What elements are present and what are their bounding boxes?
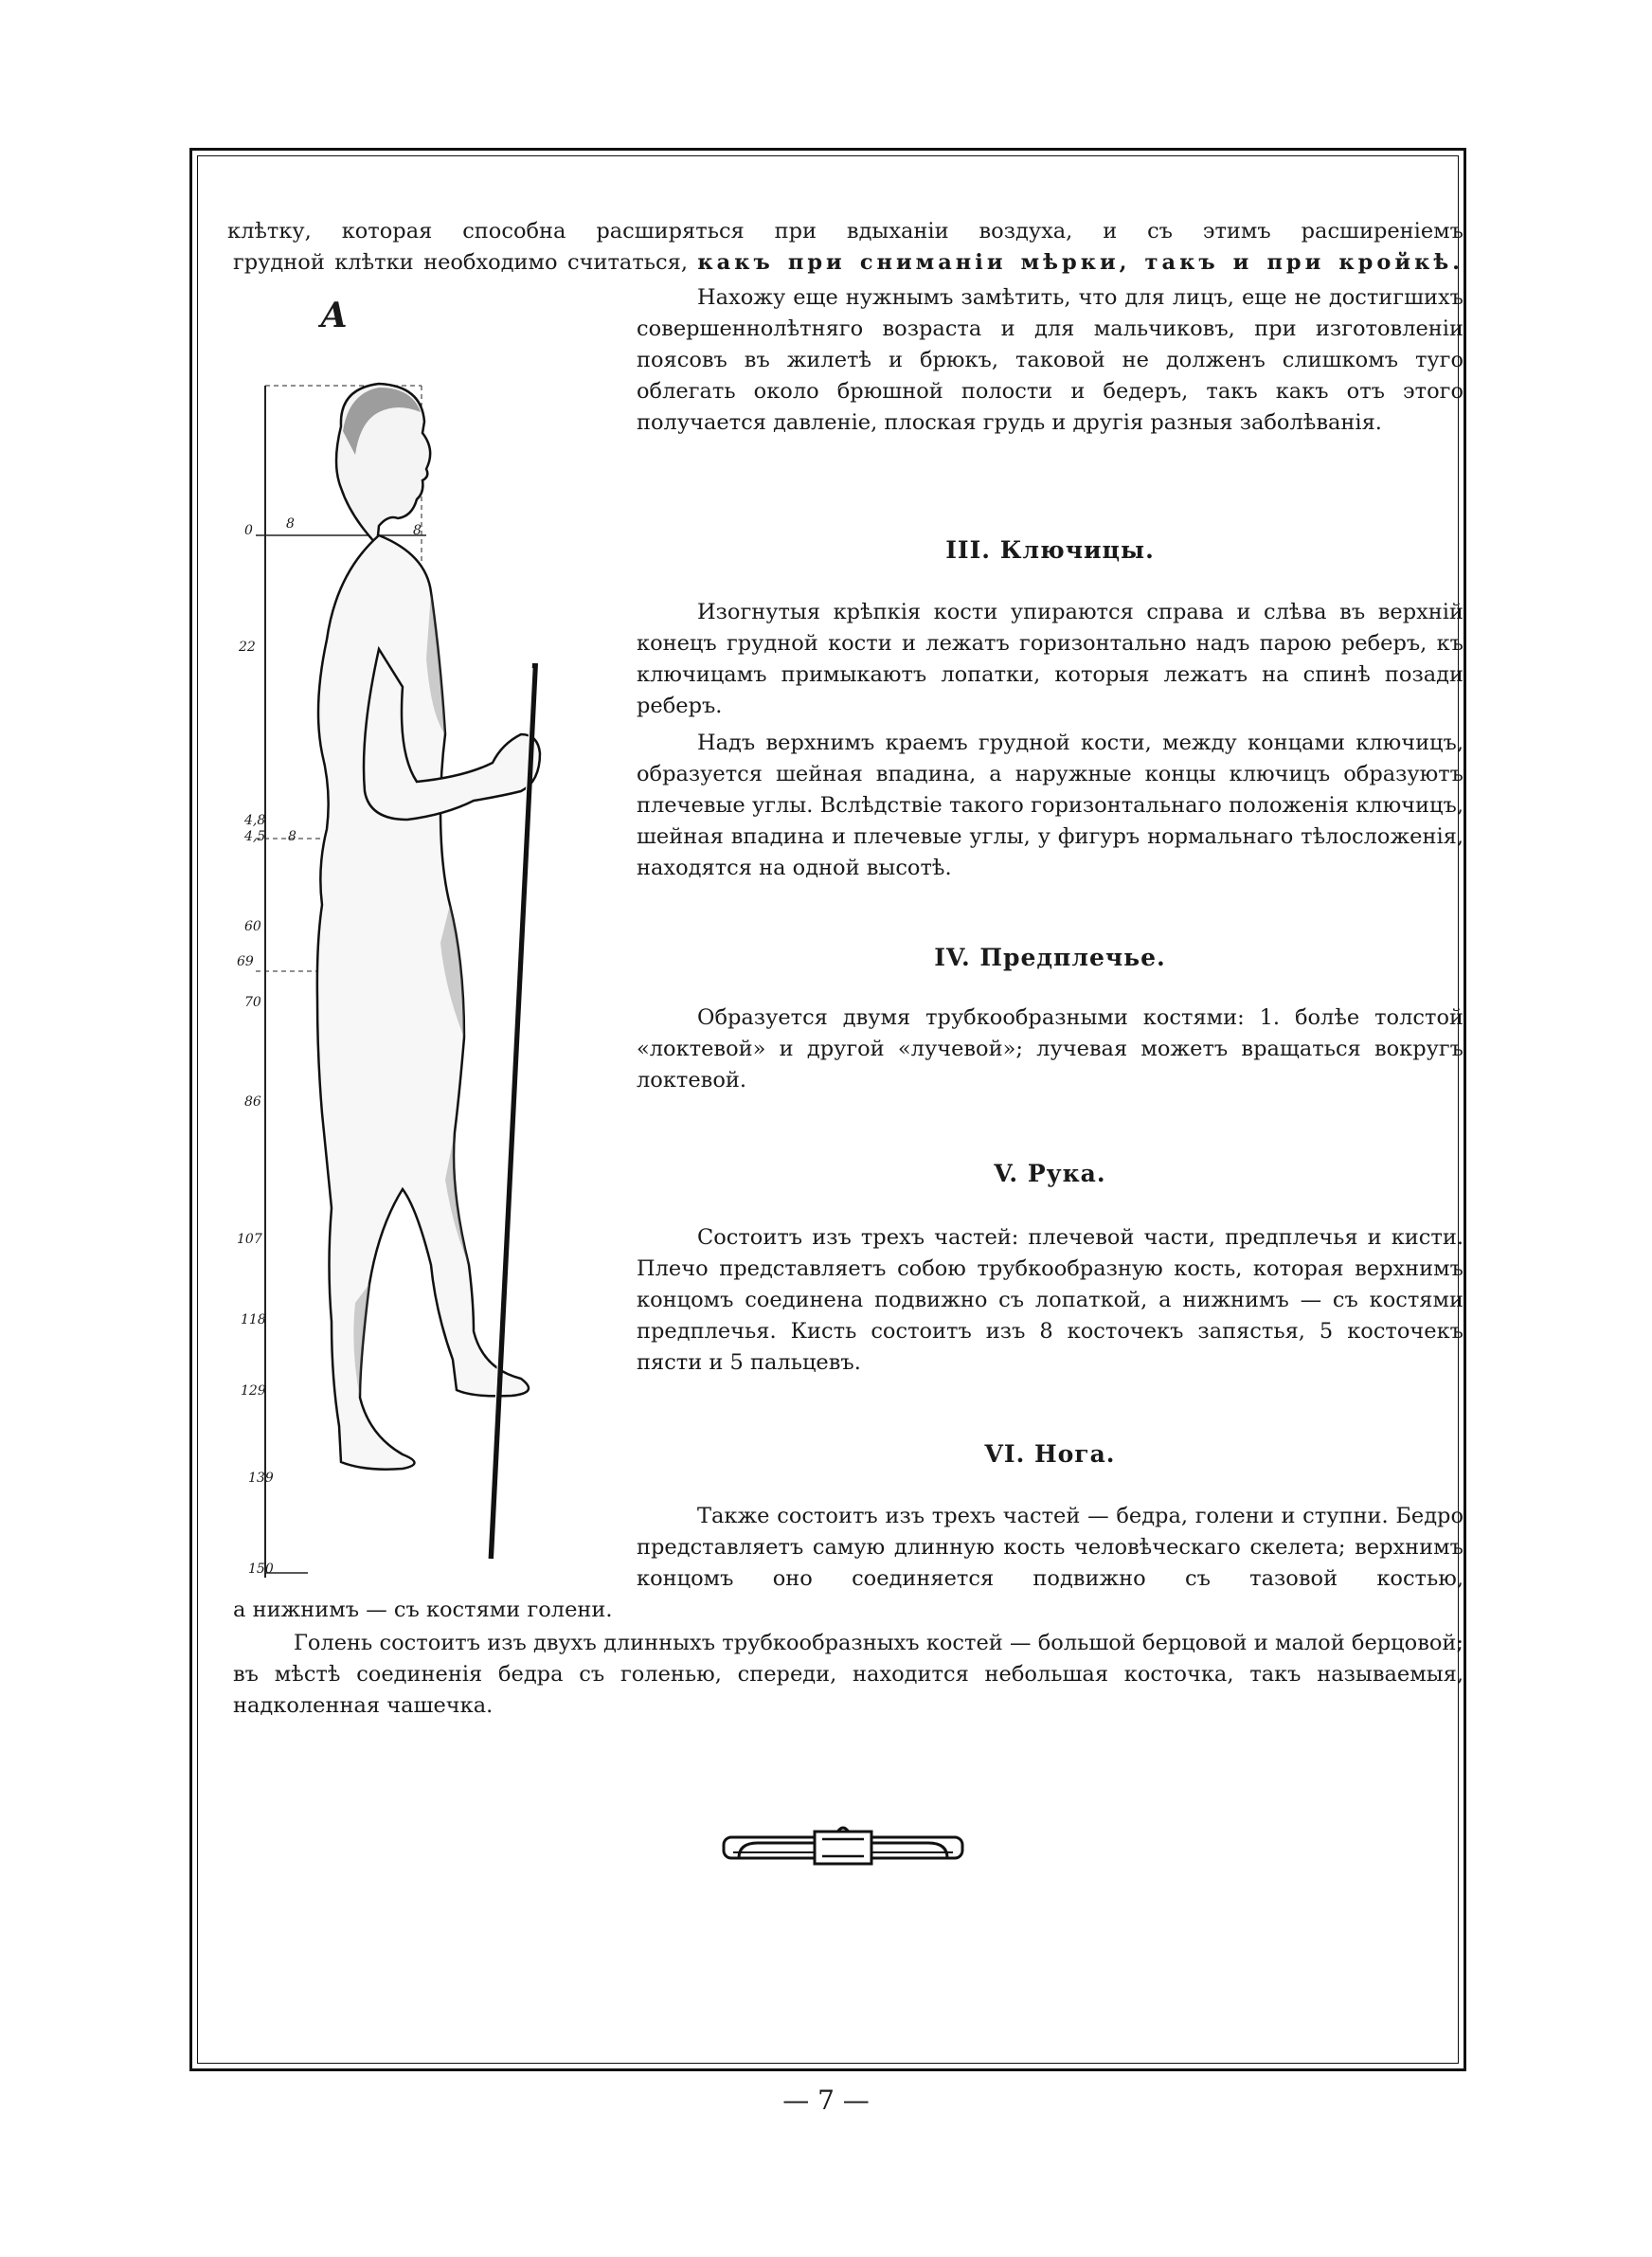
paragraph-section-6-a: Также состоитъ изъ трехъ частей — бедра, голени и ступни. Бедро представляетъ самую длинную кость человѣческаго скелета; верхнимъ концомъ оно соединяется подвижно съ тазовой костью,	[637, 1504, 1463, 1591]
scale-mark-0: 0	[244, 523, 253, 538]
paragraph-section-6-c: Голень состоитъ изъ двухъ длинныхъ трубкообразныхъ костей — большой берцовой и малой берцовой; въ мѣстѣ соединенія бедра съ голенью, спереди, находится небольшая косточка, такъ называемыя, надколенная чашечка.	[233, 1631, 1463, 1718]
scale-mark-4-5: 4,5	[244, 829, 266, 844]
standing-man-illustration	[237, 374, 616, 1597]
scale-mark-22: 22	[239, 640, 256, 655]
scale-mark-8c: 8	[288, 829, 296, 844]
page-number: — 7 —	[782, 2085, 870, 2116]
heading-section-3: III. Ключицы.	[945, 536, 1155, 564]
scale-mark-86: 86	[244, 1094, 261, 1110]
scale-mark-8b: 8	[413, 523, 422, 538]
intro-line-2-emphasis: какъ при сниманіи мѣрки, такъ и при кройкѣ.	[697, 250, 1464, 275]
paragraph-belts: Нахожу еще нужнымъ замѣтить, что для лицъ, еще не достигшихъ совершеннолѣтняго возраста и для мальчиковъ, при изготовленіи поясовъ въ жилетѣ и брюкъ, таковой не долженъ слишкомъ туго облегать около брюшной полости и бедеръ, такъ какъ отъ этого получается давленіе, плоская грудь и другія разныя заболѣванія.	[637, 285, 1463, 435]
heading-section-4: IV. Предплечье.	[934, 944, 1166, 971]
heading-section-5: V. Рука.	[994, 1160, 1106, 1187]
intro-line-1: клѣтку, которая способна расширяться при вдыханіи воздуха, и съ этимъ расширеніемъ	[227, 219, 1463, 244]
paragraph-section-3-b: Надъ верхнимъ краемъ грудной кости, между концами ключицъ, образуется шейная впадина, а наружные концы ключицъ образуютъ плечевые углы. Вслѣдствіе такого горизонтальнаго положенія ключицъ, шейная впадина и плечевые углы, у фигуръ нормальнаго тѣлосложенія, находятся на одной высотѣ.	[637, 731, 1463, 880]
figure-label: А	[320, 296, 349, 335]
scale-mark-118: 118	[241, 1312, 266, 1327]
scale-mark-129: 129	[241, 1383, 266, 1399]
ornament-icon	[720, 1824, 966, 1871]
decorative-ornament	[720, 1824, 966, 1875]
paragraph-section-4: Образуется двумя трубкообразными костями: 1. болѣе толстой «локтевой» и другой «лучевой»; лучевая можетъ вращаться вокругъ локтевой.	[637, 1005, 1463, 1092]
paragraph-section-3-a: Изогнутыя крѣпкія кости упираются справа и слѣва въ верхній конецъ грудной кости и лежатъ горизонтально надъ парою реберъ, къ ключицамъ примыкаютъ лопатки, которыя лежатъ на спинѣ позади реберъ.	[637, 600, 1463, 718]
scale-mark-139: 139	[248, 1471, 274, 1486]
intro-line-2	[233, 247, 1463, 279]
scale-mark-4-8: 4,8	[244, 813, 266, 828]
anatomical-figure	[237, 374, 616, 1600]
paragraph-section-5: Состоитъ изъ трехъ частей: плечевой части, предплечья и кисти. Плечо представляетъ собою трубкообразную кость, которая верхнимъ концомъ соединена подвижно съ лопаткой, а нижнимъ — съ костями предплечья. Кисть состоитъ изъ 8 косточекъ запястья, 5 косточекъ пясти и 5 пальцевъ.	[637, 1225, 1463, 1375]
scale-mark-107: 107	[237, 1232, 262, 1247]
scale-mark-70: 70	[244, 995, 261, 1010]
scale-mark-150: 150	[248, 1562, 274, 1577]
heading-section-6: VI. Нога.	[984, 1440, 1116, 1468]
paragraph-section-6-b: а нижнимъ — съ костями голени.	[233, 1598, 613, 1622]
scale-mark-8a: 8	[286, 516, 295, 532]
intro-line-2-start: грудной клѣтки необходимо считаться,	[233, 250, 688, 275]
scale-mark-69: 69	[237, 954, 254, 969]
scale-mark-60: 60	[244, 919, 261, 934]
